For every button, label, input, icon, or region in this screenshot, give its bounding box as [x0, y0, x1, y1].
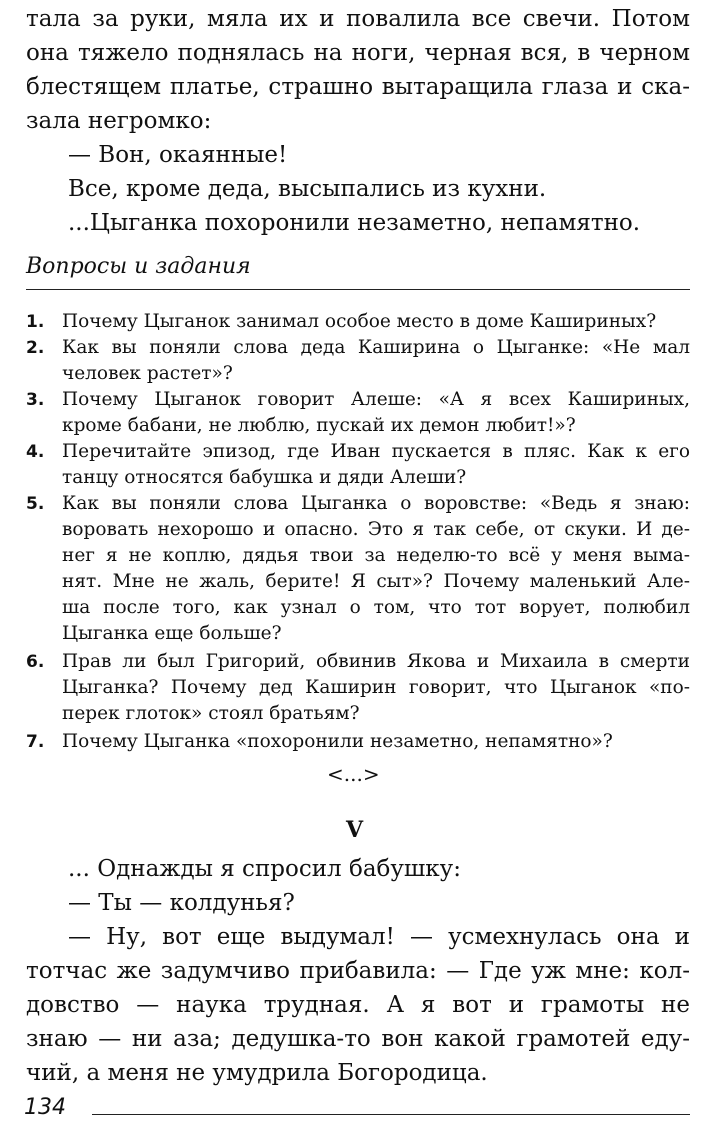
- prose-line: знаю — ни аза; дедушка-то вон какой грамотей еду-: [26, 1026, 690, 1052]
- prose-line: Все, кроме деда, высыпались из кухни.: [68, 176, 547, 202]
- prose-line: зала негромко:: [26, 108, 212, 134]
- prose-line: чий, а меня не умудрила Богородица.: [26, 1060, 488, 1086]
- question-line: кроме бабани, не люблю, пускай их демон любит!»?: [62, 415, 576, 436]
- prose-line: она тяжело поднялась на ноги, черная вся, в черном: [26, 40, 690, 66]
- dialogue-line: — Вон, окаянные!: [68, 142, 288, 168]
- question-number: 6.: [26, 652, 45, 672]
- prose-line: довство — наука трудная. А я вот и грамоты не: [26, 992, 690, 1018]
- omission-mark: <...>: [327, 762, 380, 786]
- question-line: Почему Цыганка «похоронили незаметно, непамятно»?: [62, 731, 613, 752]
- prose-line: ... Однажды я спросил бабушку:: [68, 856, 461, 882]
- question-line: Почему Цыганок говорит Алеше: «А я всех Кашириных,: [62, 389, 690, 410]
- question-number: 4.: [26, 442, 45, 462]
- chapter-number: V: [346, 817, 364, 843]
- question-line: человек растет»?: [62, 363, 233, 384]
- question-line: Прав ли был Григорий, обвинив Якова и Михаила в смерти: [62, 651, 690, 672]
- footer-rule: [92, 1114, 690, 1115]
- question-line: воровать нехорошо и опасно. Это я так себе, от скуки. И де-: [62, 519, 690, 540]
- prose-line: тотчас же задумчиво прибавила: — Где уж мне: кол-: [26, 958, 690, 984]
- prose-line: блестящем платье, страшно вытаращила глаза и ска-: [26, 74, 690, 100]
- question-number: 7.: [26, 732, 45, 752]
- question-line: Как вы поняли слова деда Каширина о Цыганке: «Не мал: [62, 337, 690, 358]
- question-line: Цыганка? Почему дед Каширин говорит, что Цыганок «по-: [62, 677, 690, 698]
- question-line: нег я не коплю, дядья твои за неделю-то всё у меня выма-: [62, 545, 690, 566]
- heading-rule: [26, 289, 690, 290]
- question-number: 2.: [26, 338, 45, 358]
- question-line: перек глоток» стоял братьям?: [62, 703, 360, 724]
- dialogue-line: — Ну, вот еще выдумал! — усмехнулась она и: [68, 924, 690, 950]
- prose-line: тала за руки, мяла их и повалила все свечи. Потом: [26, 6, 690, 32]
- question-line: Почему Цыганок занимал особое место в доме Кашириных?: [62, 311, 657, 332]
- section-heading: Вопросы и задания: [26, 254, 251, 279]
- question-line: Перечитайте эпизод, где Иван пускается в пляс. Как к его: [62, 441, 690, 462]
- question-line: танцу относятся бабушка и дяди Алеши?: [62, 467, 467, 488]
- question-line: Как вы поняли слова Цыганка о воровстве: «Ведь я знаю:: [62, 493, 690, 514]
- dialogue-line: — Ты — колдунья?: [68, 890, 295, 916]
- question-line: ша после того, как узнал о том, что тот ворует, полюбил: [62, 597, 690, 618]
- question-line: Цыганка еще больше?: [62, 623, 282, 644]
- prose-line: ...Цыганка похоронили незаметно, непамятно.: [68, 210, 641, 236]
- question-number: 3.: [26, 390, 45, 410]
- question-number: 5.: [26, 494, 45, 514]
- question-line: нят. Мне не жаль, берите! Я сыт»? Почему маленький Але-: [62, 571, 690, 592]
- question-number: 1.: [26, 312, 45, 332]
- page-number: 134: [24, 1095, 66, 1120]
